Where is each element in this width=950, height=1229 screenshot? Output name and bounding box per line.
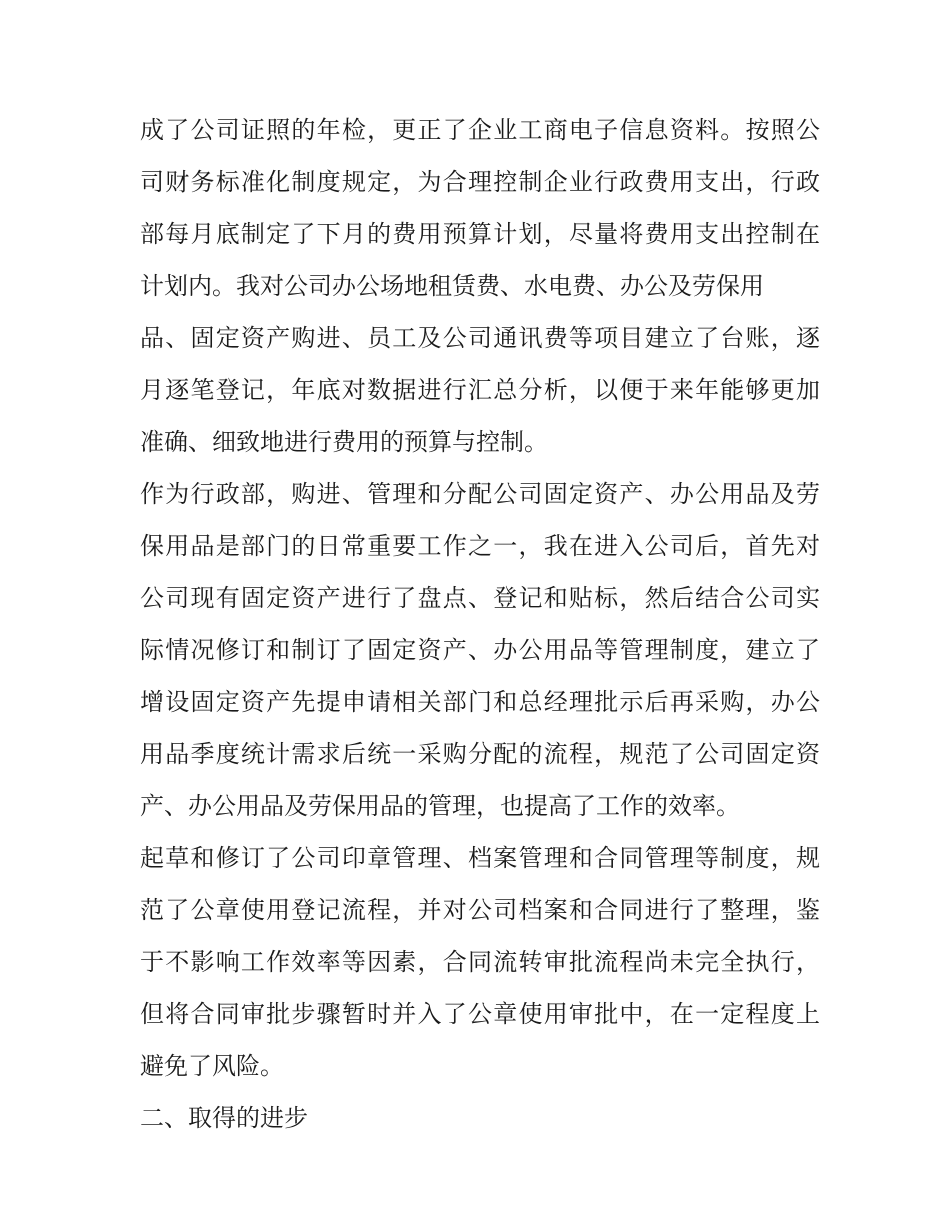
text-line: 司财务标准化制度规定，为合理控制企业行政费用支出，行政 (140, 168, 820, 196)
text-line: 产、办公用品及劳保用品的管理，也提高了工作的效率。 (140, 792, 740, 820)
text-line: 起草和修订了公司印章管理、档案管理和合同管理等制度，规 (140, 844, 820, 872)
text-line: 作为行政部，购进、管理和分配公司固定资产、办公用品及劳 (140, 480, 820, 508)
text-line: 际情况修订和制订了固定资产、办公用品等管理制度，建立了 (140, 636, 820, 664)
text-line: 避免了风险。 (140, 1052, 284, 1080)
text-line: 月逐笔登记，年底对数据进行汇总分析，以便于来年能够更加 (140, 376, 820, 404)
section-heading: 二、取得的进步 (140, 1104, 308, 1132)
paragraph-seal-archives (140, 832, 820, 1092)
text-line: 公司现有固定资产进行了盘点、登记和贴标，然后结合公司实 (140, 584, 820, 612)
text-line: 范了公章使用登记流程，并对公司档案和合同进行了整理，鉴 (140, 896, 820, 924)
text-line: 成了公司证照的年检，更正了企业工商电子信息资料。按照公 (140, 116, 820, 144)
text-line: 增设固定资产先提申请相关部门和总经理批示后再采购，办公 (140, 688, 820, 716)
paragraph-fixed-assets (140, 468, 820, 832)
text-line: 保用品是部门的日常重要工作之一，我在进入公司后，首先对 (140, 532, 820, 560)
text-line: 准确、细致地进行费用的预算与控制。 (140, 428, 548, 456)
text-line: 用品季度统计需求后统一采购分配的流程，规范了公司固定资 (140, 740, 820, 768)
text-line: 但将合同审批步骤暂时并入了公章使用审批中，在一定程度上 (140, 1000, 820, 1028)
document-body (140, 104, 820, 1144)
text-line: 计划内。我对公司办公场地租赁费、水电费、办公及劳保用 (140, 272, 764, 300)
text-line: 部每月底制定了下月的费用预算计划，尽量将费用支出控制在 (140, 220, 820, 248)
text-line: 品、固定资产购进、员工及公司通讯费等项目建立了台账，逐 (140, 324, 820, 352)
text-line: 于不影响工作效率等因素，合同流转审批流程尚未完全执行， (140, 948, 820, 976)
paragraph-fees-control (140, 104, 820, 468)
